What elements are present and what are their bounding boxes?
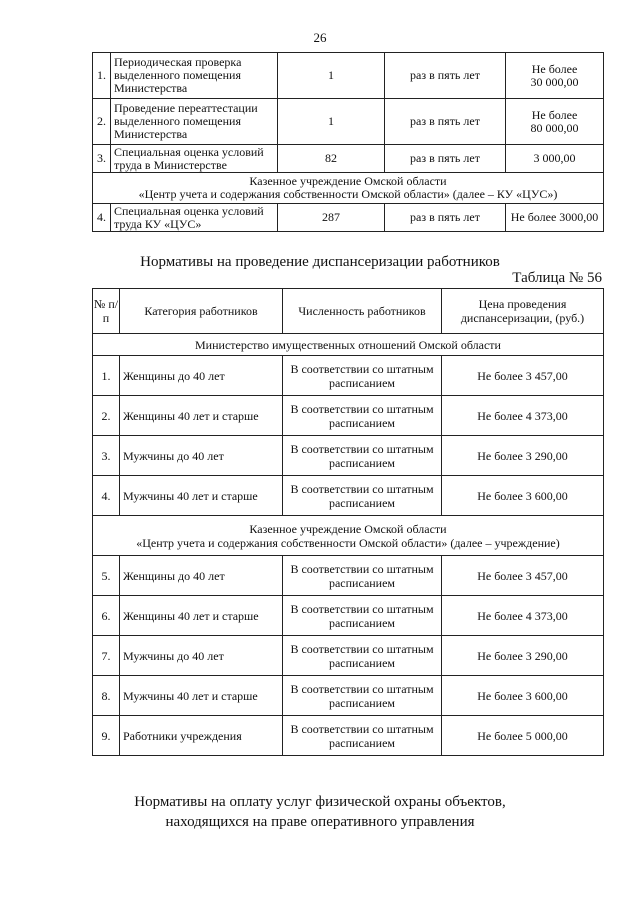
row-number: 1. bbox=[93, 356, 120, 396]
services-row bbox=[93, 145, 604, 173]
services-table-group2 bbox=[93, 204, 604, 232]
service-price bbox=[506, 53, 604, 99]
service-name: Специальная оценка условий труда КУ «ЦУС» bbox=[111, 204, 278, 232]
next-section-title bbox=[0, 792, 640, 832]
worker-category: Мужчины 40 лет и старше bbox=[120, 676, 283, 716]
header-count: Численность работников bbox=[283, 289, 442, 334]
header-num: № п/п bbox=[93, 289, 120, 334]
service-quantity: 1 bbox=[278, 53, 385, 99]
worker-count: В соответствии со штатным расписанием bbox=[283, 596, 442, 636]
service-price-line1: Не более bbox=[531, 107, 578, 122]
page-number: 26 bbox=[313, 30, 327, 45]
table56-row bbox=[93, 356, 604, 396]
service-price bbox=[506, 145, 604, 173]
exam-price: Не более 4 373,00 bbox=[442, 396, 604, 436]
table56-row bbox=[93, 676, 604, 716]
table56-section2 bbox=[93, 516, 604, 556]
table56-row bbox=[93, 556, 604, 596]
service-price-line2: 30 000,00 bbox=[530, 74, 579, 89]
service-price bbox=[506, 99, 604, 145]
table56-title: Нормативы на проведение диспансеризации работников bbox=[140, 254, 500, 270]
services-section-title bbox=[93, 173, 604, 204]
table56-header-row bbox=[93, 289, 604, 334]
exam-price: Не более 3 457,00 bbox=[442, 356, 604, 396]
row-number: 3. bbox=[93, 145, 111, 173]
service-price-line1: Не более bbox=[531, 61, 578, 76]
table56-row bbox=[93, 436, 604, 476]
exam-price: Не более 3 600,00 bbox=[442, 476, 604, 516]
service-frequency: раз в пять лет bbox=[385, 145, 506, 173]
table56-section1-row bbox=[93, 334, 604, 356]
row-number: 1. bbox=[93, 53, 111, 99]
row-number: 9. bbox=[93, 716, 120, 756]
table56-number: Таблица № 56 bbox=[512, 270, 602, 286]
next-section-title-line2: находящихся на праве оперативного управления bbox=[165, 814, 475, 830]
table56-row bbox=[93, 396, 604, 436]
worker-category: Женщины до 40 лет bbox=[120, 556, 283, 596]
services-row bbox=[93, 53, 604, 99]
worker-count: В соответствии со штатным расписанием bbox=[283, 556, 442, 596]
medical-exam-table bbox=[92, 288, 604, 756]
service-name: Специальная оценка условий труда в Министерстве bbox=[111, 145, 278, 173]
row-number: 7. bbox=[93, 636, 120, 676]
row-number: 3. bbox=[93, 436, 120, 476]
table56-row bbox=[93, 716, 604, 756]
worker-count: В соответствии со штатным расписанием bbox=[283, 716, 442, 756]
worker-category: Работники учреждения bbox=[120, 716, 283, 756]
services-row bbox=[93, 99, 604, 145]
service-name: Проведение переаттестации выделенного помещения Министерства bbox=[111, 99, 278, 145]
row-number: 2. bbox=[93, 396, 120, 436]
exam-price: Не более 3 457,00 bbox=[442, 556, 604, 596]
row-number: 6. bbox=[93, 596, 120, 636]
worker-count: В соответствии со штатным расписанием bbox=[283, 396, 442, 436]
exam-price: Не более 5 000,00 bbox=[442, 716, 604, 756]
worker-category: Женщины до 40 лет bbox=[120, 356, 283, 396]
table56-section1: Министерство имущественных отношений Омской области bbox=[93, 334, 604, 356]
worker-count: В соответствии со штатным расписанием bbox=[283, 436, 442, 476]
service-quantity: 287 bbox=[278, 204, 385, 232]
exam-price: Не более 3 290,00 bbox=[442, 436, 604, 476]
exam-price: Не более 4 373,00 bbox=[442, 596, 604, 636]
table56-row bbox=[93, 596, 604, 636]
service-price-line1: Не более 3000,00 bbox=[510, 210, 599, 224]
worker-category: Женщины 40 лет и старше bbox=[120, 596, 283, 636]
row-number: 4. bbox=[93, 476, 120, 516]
worker-category: Мужчины до 40 лет bbox=[120, 436, 283, 476]
service-frequency: раз в пять лет bbox=[385, 204, 506, 232]
worker-category: Мужчины 40 лет и старше bbox=[120, 476, 283, 516]
services-row bbox=[93, 204, 604, 232]
header-category: Категория работников bbox=[120, 289, 283, 334]
services-table bbox=[92, 52, 604, 232]
exam-price: Не более 3 600,00 bbox=[442, 676, 604, 716]
table56-section2-line1: Казенное учреждение Омской области bbox=[249, 521, 447, 536]
service-price bbox=[506, 204, 604, 232]
table56-row bbox=[93, 636, 604, 676]
next-section-title-line1: Нормативы на оплату услуг физической охраны объектов, bbox=[134, 794, 506, 810]
service-price-line1: 3 000,00 bbox=[533, 151, 576, 165]
service-price-line2: 80 000,00 bbox=[530, 120, 579, 135]
service-quantity: 1 bbox=[278, 99, 385, 145]
table56-group1 bbox=[93, 356, 604, 516]
worker-count: В соответствии со штатным расписанием bbox=[283, 356, 442, 396]
worker-category: Мужчины до 40 лет bbox=[120, 636, 283, 676]
row-number: 2. bbox=[93, 99, 111, 145]
row-number: 8. bbox=[93, 676, 120, 716]
header-price: Цена проведения диспансеризации, (руб.) bbox=[442, 289, 604, 334]
worker-count: В соответствии со штатным расписанием bbox=[283, 476, 442, 516]
row-number: 5. bbox=[93, 556, 120, 596]
service-name: Периодическая проверка выделенного помещения Министерства bbox=[111, 53, 278, 99]
table56-group2 bbox=[93, 556, 604, 756]
services-table-group1 bbox=[93, 53, 604, 173]
worker-count: В соответствии со штатным расписанием bbox=[283, 636, 442, 676]
table56-row bbox=[93, 476, 604, 516]
worker-category: Женщины 40 лет и старше bbox=[120, 396, 283, 436]
service-frequency: раз в пять лет bbox=[385, 99, 506, 145]
exam-price: Не более 3 290,00 bbox=[442, 636, 604, 676]
worker-count: В соответствии со штатным расписанием bbox=[283, 676, 442, 716]
services-section-row bbox=[93, 173, 604, 204]
table56-section2-row bbox=[93, 516, 604, 556]
table56-section2-line2: «Центр учета и содержания собственности Омской области» (далее – учреждение) bbox=[136, 535, 560, 550]
service-quantity: 82 bbox=[278, 145, 385, 173]
services-section-line2: «Центр учета и содержания собственности Омской области» (далее – КУ «ЦУС») bbox=[138, 187, 558, 201]
service-frequency: раз в пять лет bbox=[385, 53, 506, 99]
services-section-line1: Казенное учреждение Омской области bbox=[249, 174, 447, 188]
row-number: 4. bbox=[93, 204, 111, 232]
